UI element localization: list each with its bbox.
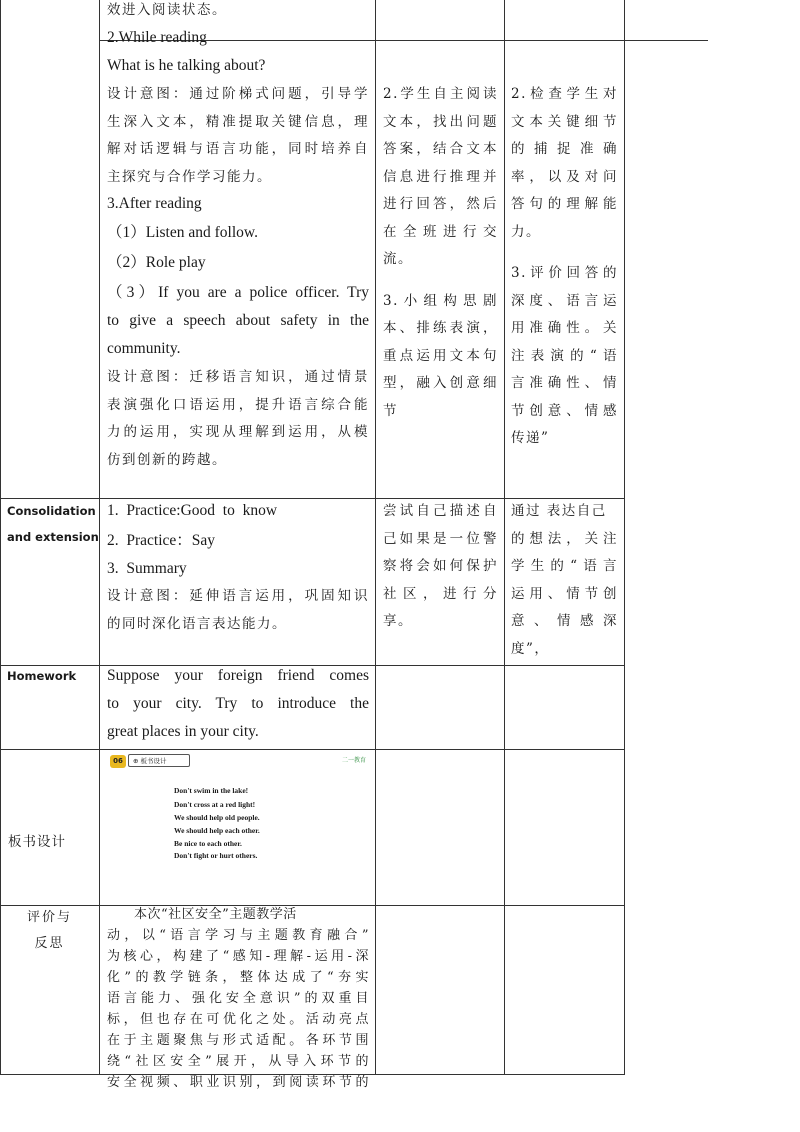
student-activity-line: 节	[383, 402, 398, 419]
table-border-right	[624, 0, 625, 1075]
table-divider-2	[375, 0, 376, 1075]
consolidation-assessment-cell	[511, 498, 618, 663]
design-intent-line: 设计意图：通过阶梯式问题，引导学	[107, 86, 369, 102]
assessment-line: 运用、情节创	[511, 585, 618, 602]
board-sentence: Don't cross at a red light!	[174, 800, 256, 809]
reflection-label-line: 评价与	[26, 910, 72, 925]
while-reading-heading: 2.While reading	[107, 29, 207, 46]
student-activity-line: 流。	[383, 251, 413, 267]
homework-label-cell	[7, 663, 97, 689]
section-badge: 06	[110, 755, 126, 768]
consolidation-label-cell	[7, 498, 97, 550]
homework-line: Suppose your foreign friend comes	[107, 667, 369, 684]
top-fragment: 效进入阅读状态。	[107, 2, 227, 18]
design-intent-line: 表演强化口语运用，提升语言综合能	[107, 396, 369, 413]
homework-line: great places in your city.	[107, 723, 259, 740]
student-activity-line: 进行回答，然后	[383, 196, 498, 212]
board-sentence: We should help each other.	[174, 826, 260, 835]
while-reading-question: What is he talking about?	[107, 57, 266, 74]
blackboard-label: 板书设计	[8, 834, 66, 850]
assessment-line: 的捕捉准确	[511, 141, 618, 157]
reflection-line: 语言能力、强化安全意识”的双重目	[107, 991, 369, 1006]
student-activity-line: 答案，结合文本	[383, 141, 498, 157]
after-reading-item: （1）Listen and follow.	[107, 224, 258, 241]
student-activity-line: 2.学生自主阅读	[383, 86, 498, 102]
assessment-line: 用准确性。关	[511, 320, 618, 336]
reflection-line: 动，以“语言学习与主题教育融合”	[107, 928, 369, 943]
student-activity-line: 本、排练表演，	[383, 320, 498, 336]
assessment-line: 节创意、情感	[511, 402, 618, 419]
student-activity-line: 重点运用文本句	[383, 347, 498, 364]
design-intent-line: 力的运用，实现从理解到运用，从模	[107, 424, 369, 440]
assessment-line: 度”，	[511, 640, 550, 657]
student-activity-line: 享。	[383, 613, 413, 629]
student-activity-line: 型，融入创意细	[383, 375, 498, 391]
board-sentence: Be nice to each other.	[174, 839, 242, 848]
consolidation-label-line: Consolidation	[7, 504, 96, 518]
reflection-line: 安全视频、职业识别，到阅读环节的	[107, 1075, 369, 1090]
student-activity-line: 信息进行推理并	[383, 168, 498, 185]
after-reading-item-line: community.	[107, 340, 181, 357]
assessment-line: 传递”	[511, 430, 550, 446]
reflection-text-cell	[107, 904, 369, 1093]
student-activity-line: 察将会如何保护	[383, 558, 498, 574]
after-reading-item-line: to give a speech about safety in the	[107, 312, 369, 329]
reflection-line: 标，但也存在可优化之处。活动亮点	[107, 1012, 369, 1027]
assessment-line: 率，以及对问	[511, 168, 618, 185]
teaching-student-cell	[383, 81, 498, 425]
table-divider-3	[504, 0, 505, 1075]
consolidation-item: 3. Summary	[107, 560, 187, 577]
reflection-label-cell	[0, 905, 99, 957]
board-sentence: Don't fight or hurt others.	[174, 851, 258, 860]
board-sentence: Don't swim in the lake!	[174, 786, 249, 795]
assessment-line: 文本关键细节	[511, 113, 618, 130]
blackboard-image	[108, 752, 370, 867]
assessment-line: 言准确性、情	[511, 375, 618, 391]
design-intent-line: 主探究与合作学习能力。	[107, 168, 272, 185]
assessment-line: 学生的“语言	[511, 558, 618, 574]
table-divider-1	[99, 0, 100, 1075]
reflection-line: 为核心，构建了“感知-理解-运用-深	[107, 949, 369, 964]
board-sentence: We should help old people.	[174, 813, 260, 822]
reflection-line: 绕“社区安全”展开，从导入环节的	[107, 1054, 369, 1069]
design-intent-line: 解对话逻辑与语言功能，同时培养自	[107, 141, 369, 157]
design-intent-line: 设计意图：迁移语言知识，通过情景	[107, 369, 369, 385]
after-reading-item-line: （3）If you are a police officer. Try	[107, 284, 369, 301]
assessment-line: 注表演的“语	[511, 347, 618, 364]
reflection-line: 本次“社区安全”主题教学活	[107, 907, 297, 922]
after-reading-heading: 3.After reading	[107, 195, 202, 212]
consolidation-item: 1. Practice:Good to know	[107, 502, 278, 519]
teaching-assessment-cell	[511, 81, 618, 453]
design-intent-line: 设计意图：延伸语言运用，巩固知识	[107, 588, 369, 604]
reflection-line: 化”的教学链条，整体达成了“夯实	[107, 970, 369, 985]
consolidation-activities-cell	[107, 497, 369, 638]
assessment-line: 的想法，关注	[511, 530, 618, 547]
student-activity-line: 文本，找出问题	[383, 113, 498, 130]
brand-logo: 二一教育	[341, 757, 366, 764]
student-activity-line: 在全班进行交	[383, 223, 498, 240]
student-activity-line: 尝试自己描述自	[383, 503, 498, 519]
consolidation-student-cell	[383, 498, 498, 636]
design-intent-line: 仿到创新的跨越。	[107, 451, 227, 468]
assessment-line: 答句的理解能	[511, 196, 618, 212]
blackboard-label-cell	[8, 829, 98, 857]
assessment-line: 2.检查学生对	[511, 86, 618, 102]
reflection-line: 在于主题聚焦与形式适配。各环节围	[107, 1033, 369, 1048]
assessment-line: 力。	[511, 223, 541, 240]
homework-line: to your city. Try to introduce the	[107, 695, 369, 712]
design-intent-line: 生深入文本，精准提取关键信息，理	[107, 113, 369, 130]
reflection-label-line: 反思	[34, 936, 65, 951]
after-reading-item: （2）Role play	[107, 254, 206, 271]
assessment-line: 3.评价回答的	[511, 265, 618, 281]
row-border-blackboard	[0, 749, 625, 750]
student-activity-line: 社区，进行分	[383, 585, 498, 602]
assessment-line: 深度、语言运	[511, 292, 618, 309]
assessment-line: 意、情感深	[511, 613, 618, 629]
student-activity-line: 己如果是一位警	[383, 530, 498, 547]
homework-label: Homework	[7, 669, 77, 683]
assessment-line: 通过 表达自己	[511, 503, 607, 519]
design-intent-line: 的同时深化语言表达能力。	[107, 615, 287, 632]
blackboard-title: ⊕ 板书设计	[128, 754, 190, 767]
consolidation-item: 2. Practice：Say	[107, 532, 216, 549]
consolidation-label-line: and extension	[7, 530, 99, 544]
student-activity-line: 3.小组构思剧	[383, 292, 498, 309]
homework-text-cell	[107, 662, 369, 746]
